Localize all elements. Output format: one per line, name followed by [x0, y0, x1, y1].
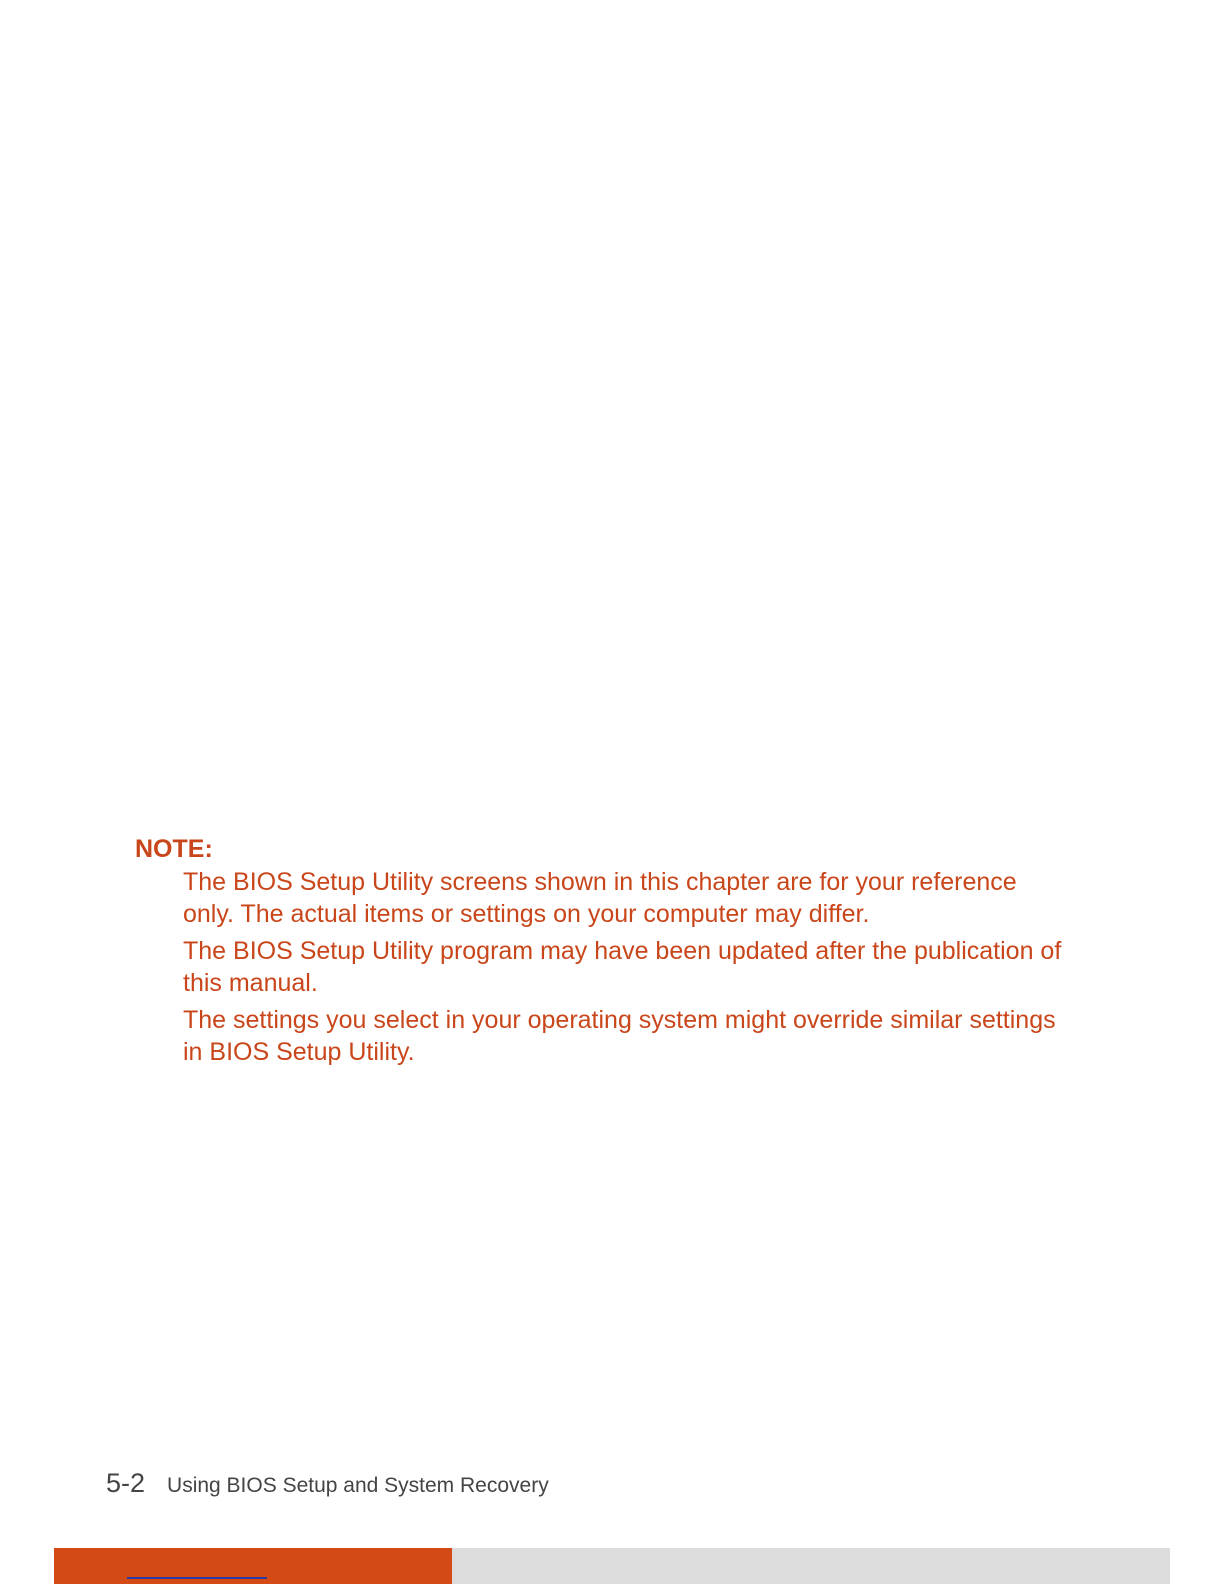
note-paragraph-2: The BIOS Setup Utility program may have been updated after the publication of this manual. [183, 937, 1062, 997]
note-paragraph-3: The settings you select in your operating system might override similar settings in BIOS Setup Utility. [183, 1006, 1056, 1066]
note-paragraph-1: The BIOS Setup Utility screens shown in this chapter are for your reference only. The actual items or settings on your computer may differ. [183, 868, 1017, 928]
footer-link-underline[interactable] [127, 1577, 267, 1579]
page-footer [106, 1468, 549, 1499]
page-number: 5-2 [106, 1468, 146, 1498]
footer-gray-bar [452, 1548, 1170, 1584]
note-heading: NOTE: [135, 835, 213, 863]
note-block [135, 833, 1095, 1073]
chapter-title: Using BIOS Setup and System Recovery [167, 1474, 549, 1497]
